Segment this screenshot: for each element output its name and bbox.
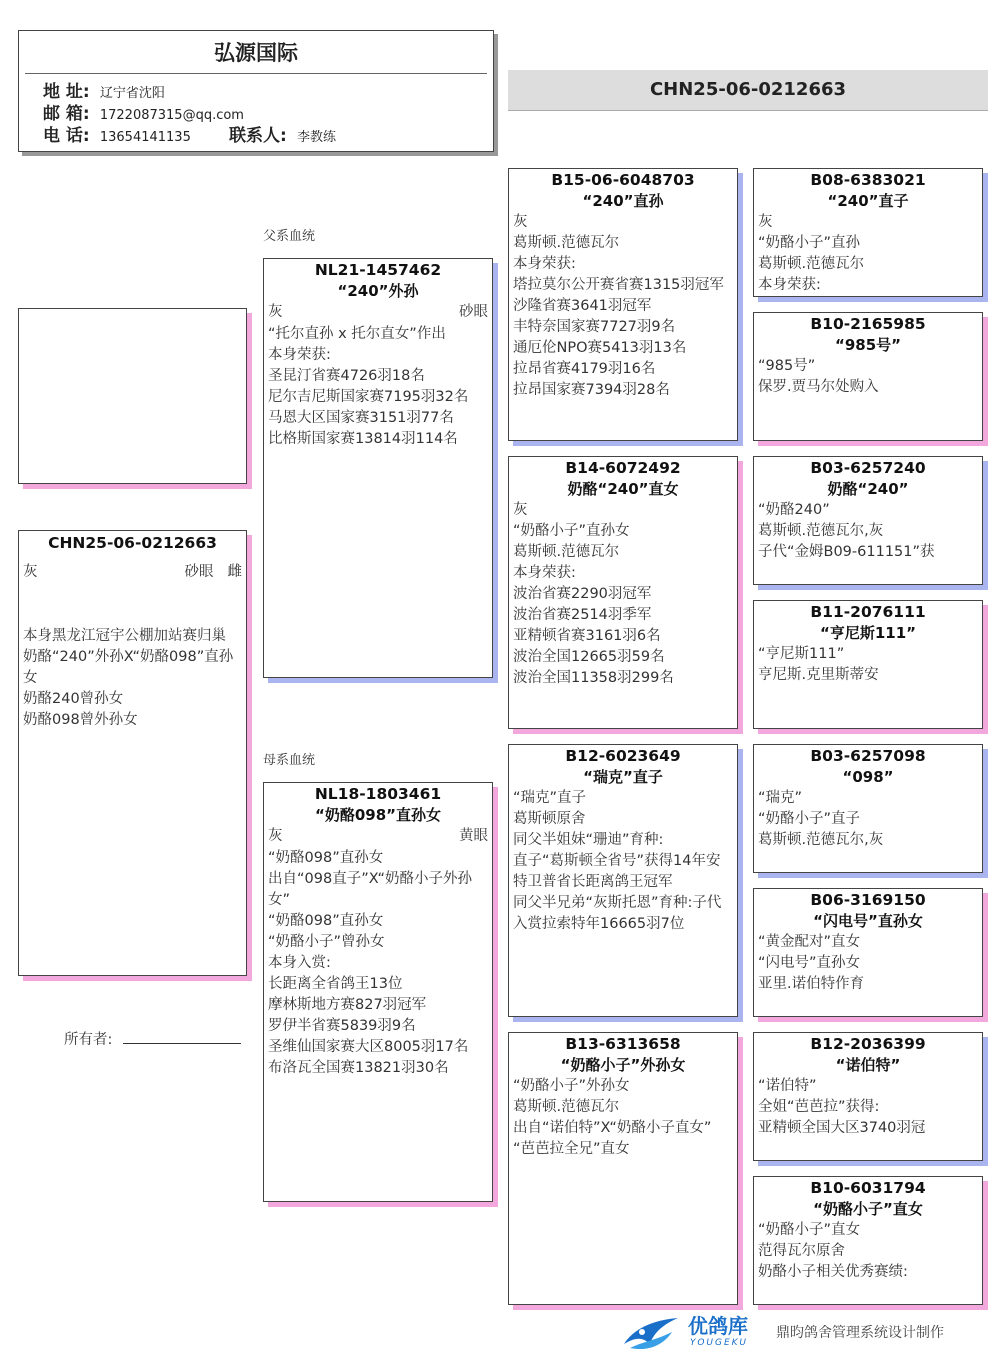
dam-line: 长距离全省鸽王13位 — [268, 976, 403, 992]
dam-line: 布洛瓦全国赛13821羽30名 — [268, 1060, 449, 1076]
ggp-line: 葛斯顿.范德瓦尔 — [758, 256, 865, 272]
ggp-name: “奶酪小子”直女 — [813, 1200, 923, 1218]
ggp-card-3 — [753, 456, 983, 585]
dam-line: 出自“098直子”X“奶酪小子外孙女” — [268, 871, 473, 908]
dam-line: 罗伊半省赛5839羽9名 — [268, 1018, 416, 1034]
dam-name: “奶酪098”直孙女 — [314, 806, 442, 824]
gp-name: “240”直孙 — [582, 192, 664, 210]
sire-line: 比格斯国家赛13814羽114名 — [268, 431, 458, 447]
gp-line: 通厄伦NPO赛5413羽13名 — [513, 340, 687, 356]
dam-line-label: 母系血统 — [263, 753, 316, 768]
ggp-name: “985号” — [834, 336, 902, 354]
gp-line: 亚精顿省赛3161羽6名 — [513, 628, 661, 644]
main-bird-ring: CHN25-06-0212663 — [48, 534, 217, 552]
ggp-line: 葛斯顿.范德瓦尔,灰 — [758, 832, 884, 848]
main-bird-notes — [19, 625, 246, 731]
sire-line-label: 父系血统 — [263, 229, 316, 244]
ggp-line: “亨尼斯111” — [758, 646, 845, 662]
dam-line: 本身入赏: — [268, 955, 331, 971]
owner-row — [64, 1028, 241, 1049]
ggp-name: “240”直子 — [827, 192, 909, 210]
grandsire-dam-card — [508, 744, 738, 1017]
gp-name: “奶酪小子”外孙女 — [560, 1056, 686, 1074]
ring-banner — [508, 70, 988, 111]
main-bird-line: 奶酪“240”外孙X“奶酪098”直孙女 — [23, 649, 234, 686]
ggp-line: 本身荣获: — [758, 277, 821, 293]
ggp-ring: B11-2076111 — [810, 603, 926, 621]
ggp-line: 全姐“芭芭拉”获得: — [758, 1099, 880, 1115]
main-bird-color: 灰 — [23, 564, 38, 580]
ggp-ring: B12-2036399 — [810, 1035, 926, 1053]
phone-value: 13654141135 — [99, 130, 191, 145]
contact-value: 李教练 — [296, 130, 336, 145]
gp-line: 灰 — [513, 214, 528, 230]
sire-line: 本身荣获: — [268, 347, 331, 363]
dam-line: “奶酪小子”曾孙女 — [268, 934, 385, 950]
ggp-line: 范得瓦尔原舍 — [758, 1243, 845, 1259]
ggp-line: “瑞克” — [758, 790, 803, 806]
gp-line: “芭芭拉全兄”直女 — [513, 1141, 630, 1157]
sire-color: 灰 — [268, 304, 283, 320]
gp-line: 葛斯顿.范德瓦尔 — [513, 1099, 620, 1115]
main-bird-card — [18, 530, 247, 976]
gp-line: 波治全国12665羽59名 — [513, 649, 665, 665]
ggp-card-2 — [753, 312, 983, 441]
logo-text-en: YOUGEKU — [690, 1338, 749, 1348]
phone-label: 电 话: — [43, 126, 90, 146]
gp-line: 拉昂省赛4179羽16名 — [513, 361, 656, 377]
gp-ring: B14-6072492 — [565, 459, 681, 477]
ggp-line: 亚里.诺伯特作育 — [758, 976, 865, 992]
sire-line: “托尔直孙 x 托尔直女”作出 — [268, 326, 446, 342]
ggp-ring: B03-6257098 — [810, 747, 926, 765]
gp-line: 葛斯顿.范德瓦尔 — [513, 544, 620, 560]
gp-line: 本身荣获: — [513, 256, 576, 272]
address-value: 辽宁省沈阳 — [99, 86, 165, 101]
ggp-card-7 — [753, 1032, 983, 1161]
ggp-line: 保罗.贾马尔处购入 — [758, 379, 879, 395]
ggp-card-6 — [753, 888, 983, 1017]
granddam-sire-card — [508, 456, 738, 729]
ggp-name: 奶酪“240” — [827, 480, 909, 498]
ggp-card-8 — [753, 1176, 983, 1305]
gp-line: 丰特奈国家赛7727羽9名 — [513, 319, 676, 335]
gp-line: 灰 — [513, 502, 528, 518]
gp-name: 奶酪“240”直女 — [567, 480, 679, 498]
ggp-line: “奶酪小子”直孙 — [758, 235, 861, 251]
gp-line: “瑞克”直子 — [513, 790, 587, 806]
gp-line: “奶酪小子”外孙女 — [513, 1078, 630, 1094]
ggp-name: “亨尼斯111” — [819, 624, 917, 642]
gp-ring: B12-6023649 — [565, 747, 681, 765]
footer — [620, 1312, 990, 1356]
ggp-line: 子代“金姆B09-611151”获 — [758, 544, 935, 560]
gp-line: 葛斯顿原舍 — [513, 811, 586, 827]
ggp-line: 葛斯顿.范德瓦尔,灰 — [758, 523, 884, 539]
dam-line: 圣维仙国家赛大区8005羽17名 — [268, 1039, 469, 1055]
granddam-dam-card — [508, 1032, 738, 1305]
main-bird-line: 奶酪240曾孙女 — [23, 691, 124, 707]
main-bird-line: 奶酪098曾外孙女 — [23, 712, 138, 728]
ggp-line: 灰 — [758, 214, 773, 230]
contact-label: 联系人: — [228, 126, 287, 146]
ggp-name: “闪电号”直孙女 — [813, 912, 923, 930]
ggp-line: “黄金配对”直女 — [758, 934, 861, 950]
ggp-line: “闪电号”直孙女 — [758, 955, 861, 971]
ggp-line: “奶酪240” — [758, 502, 830, 518]
ggp-line: 亚精顿全国大区3740羽冠 — [758, 1120, 926, 1136]
gp-line: 波治全国11358羽299名 — [513, 670, 674, 686]
photo-frame — [18, 308, 247, 484]
gp-line: 拉昂国家赛7394羽28名 — [513, 382, 670, 398]
ggp-ring: B03-6257240 — [810, 459, 926, 477]
sire-line: 马恩大区国家赛3151羽77名 — [268, 410, 454, 426]
dam-card — [263, 782, 493, 1202]
gp-line: 出自“诺伯特”X“奶酪小子直女” — [513, 1120, 712, 1136]
dam-eye: 黄眼 — [459, 828, 488, 844]
ggp-line: 奶酪小子相关优秀赛绩: — [758, 1264, 908, 1280]
grandsire-sire-card — [508, 168, 738, 441]
ggp-card-5 — [753, 744, 983, 873]
address-label: 地 址: — [43, 82, 90, 102]
sire-name: “240”外孙 — [337, 282, 419, 300]
dam-line: “奶酪098”直孙女 — [268, 913, 384, 929]
ggp-ring: B06-3169150 — [810, 891, 926, 909]
sire-ring: NL21-1457462 — [314, 261, 442, 279]
ggp-line: “诺伯特” — [758, 1078, 817, 1094]
ggp-line: “奶酪小子”直女 — [758, 1222, 861, 1238]
gp-line: 沙隆省赛3641羽冠军 — [513, 298, 652, 314]
gp-line: 塔拉莫尔公开赛省赛1315羽冠军 — [513, 277, 724, 293]
gp-ring: B13-6313658 — [565, 1035, 681, 1053]
dam-line: 摩林斯地方赛827羽冠军 — [268, 997, 427, 1013]
gp-line: 波治省赛2514羽季军 — [513, 607, 652, 623]
gp-line: 直子“葛斯顿全省号”获得14年安特卫普省长距离鸽王冠军 — [513, 853, 721, 890]
ggp-card-4 — [753, 600, 983, 729]
ggp-name: “诺伯特” — [835, 1056, 901, 1074]
owner-label: 所有者: — [64, 1032, 113, 1048]
credit-text: 鼎昀鸽舍管理系统设计制作 — [776, 1325, 944, 1341]
gp-line: “奶酪小子”直孙女 — [513, 523, 630, 539]
email-label: 邮 箱: — [43, 104, 90, 124]
dam-line: “奶酪098”直孙女 — [268, 850, 384, 866]
dam-color: 灰 — [268, 828, 283, 844]
ggp-ring: B08-6383021 — [810, 171, 926, 189]
header-card — [18, 30, 494, 152]
banner-ring: CHN25-06-0212663 — [649, 79, 847, 100]
gp-ring: B15-06-6048703 — [551, 171, 695, 189]
owner-signature-line[interactable] — [123, 1029, 241, 1044]
email-value: 1722087315@qq.com — [99, 108, 244, 123]
sire-card — [263, 258, 493, 678]
main-bird-line: 本身黑龙江冠宇公棚加站赛归巢 — [23, 628, 226, 644]
gp-line: 本身荣获: — [513, 565, 576, 581]
sire-line: 圣昆汀省赛4726羽18名 — [268, 368, 425, 384]
ggp-name: “098” — [842, 768, 894, 786]
gp-line: 葛斯顿.范德瓦尔 — [513, 235, 620, 251]
sire-eye: 砂眼 — [459, 304, 488, 320]
gp-name: “瑞克”直子 — [583, 768, 663, 786]
gp-line: 同父半兄弟“灰斯托恩”育种:子代入赏拉索特年16665羽7位 — [513, 895, 722, 932]
dam-ring: NL18-1803461 — [314, 785, 442, 803]
logo-text-cn: 优鸽库 — [688, 1314, 748, 1338]
main-bird-sex: 雌 — [227, 564, 242, 580]
ggp-line: “奶酪小子”直子 — [758, 811, 861, 827]
ggp-ring: B10-2165985 — [810, 315, 926, 333]
ggp-line: 亨尼斯.克里斯蒂安 — [758, 667, 879, 683]
gp-line: 同父半姐妹“珊迪”育种: — [513, 832, 664, 848]
sire-line: 尼尔吉尼斯国家赛7195羽32名 — [268, 389, 469, 405]
loft-title: 弘源国际 — [214, 41, 298, 65]
main-bird-eye: 砂眼 — [184, 564, 214, 580]
ggp-card-1 — [753, 168, 983, 297]
ggp-ring: B10-6031794 — [810, 1179, 926, 1197]
pigeon-logo-icon — [620, 1314, 684, 1354]
gp-line: 波治省赛2290羽冠军 — [513, 586, 652, 602]
ggp-line: “985号” — [758, 358, 816, 374]
